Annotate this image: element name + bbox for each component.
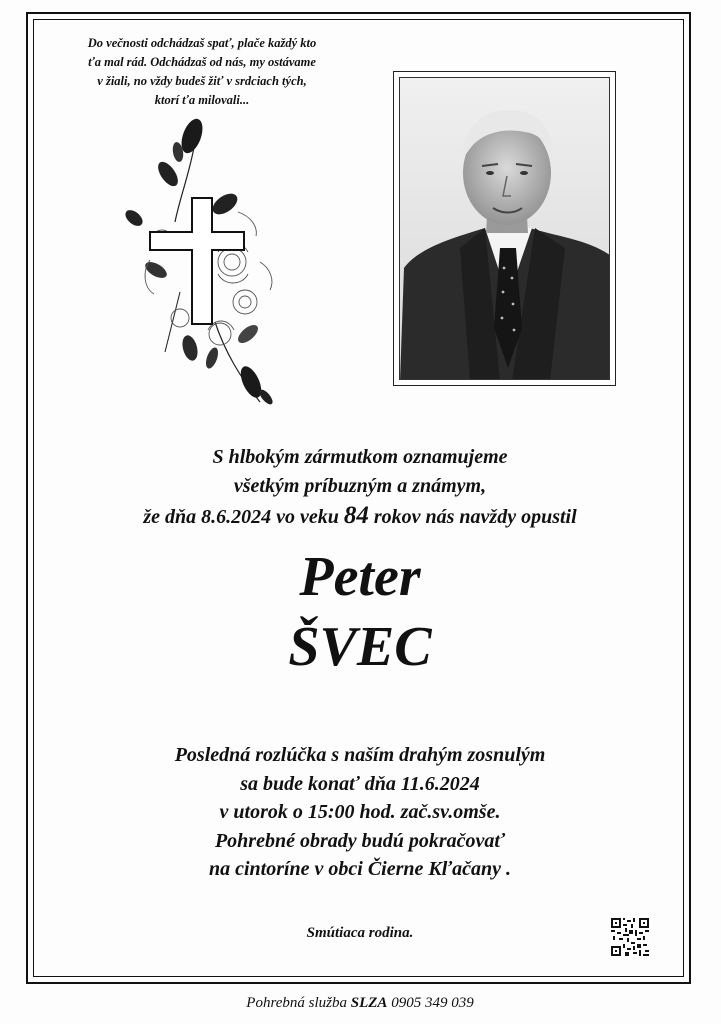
deceased-first-name: Peter [299, 546, 421, 608]
funeral-line: sa bude konať dňa 11.6.2024 [240, 772, 480, 795]
cross-icon [150, 198, 244, 324]
family-signature: Smútiaca rodina. [306, 925, 414, 941]
funeral-line: Pohrebné obrady budú pokračovať [214, 829, 506, 852]
portrait-icon [400, 78, 610, 380]
poem-line: ťa mal rád. Odchádzaš od nás, my ostávame [88, 55, 316, 69]
floral-decoration-icon [120, 112, 290, 407]
poem-line: Do večnosti odchádzaš spať, plače každý kto [87, 36, 317, 50]
announcement-line-2: všetkým príbuzným a známym, [233, 475, 487, 497]
funeral-line: na cintoríne v obci Čierne Kľačany . [208, 858, 512, 880]
announcement-line-1: S hlbokým zármutkom oznamujeme [212, 446, 508, 468]
deceased-last-name: ŠVEC [288, 616, 432, 678]
announcement-line-3 [60, 501, 660, 532]
funeral-line: v utorok o 15:00 hod. zač.sv.omše. [219, 801, 501, 823]
poem-line: ktorí ťa milovali... [154, 93, 250, 107]
funeral-service-footer [60, 995, 660, 1012]
age-value: 84 [343, 502, 369, 529]
footer-company: SLZA [350, 995, 388, 1011]
death-announcement [60, 443, 660, 532]
qr-code-icon [611, 918, 649, 956]
memorial-poem [52, 34, 352, 110]
portrait-photo [399, 77, 610, 380]
cross-with-flowers [120, 112, 290, 407]
footer-prefix: Pohrebná služba [246, 995, 347, 1011]
poem-line: v žiali, no vždy budeš žiť v srdciach tých, [97, 74, 307, 88]
announcement-line-3-start: že dňa 8.6.2024 vo veku [143, 506, 339, 528]
funeral-line: Posledná rozlúčka s naším drahým zosnulým [174, 744, 546, 766]
footer-phone: 0905 349 039 [391, 995, 474, 1011]
funeral-details [60, 741, 660, 884]
announcement-line-3-end: rokov nás navždy opustil [373, 506, 577, 528]
